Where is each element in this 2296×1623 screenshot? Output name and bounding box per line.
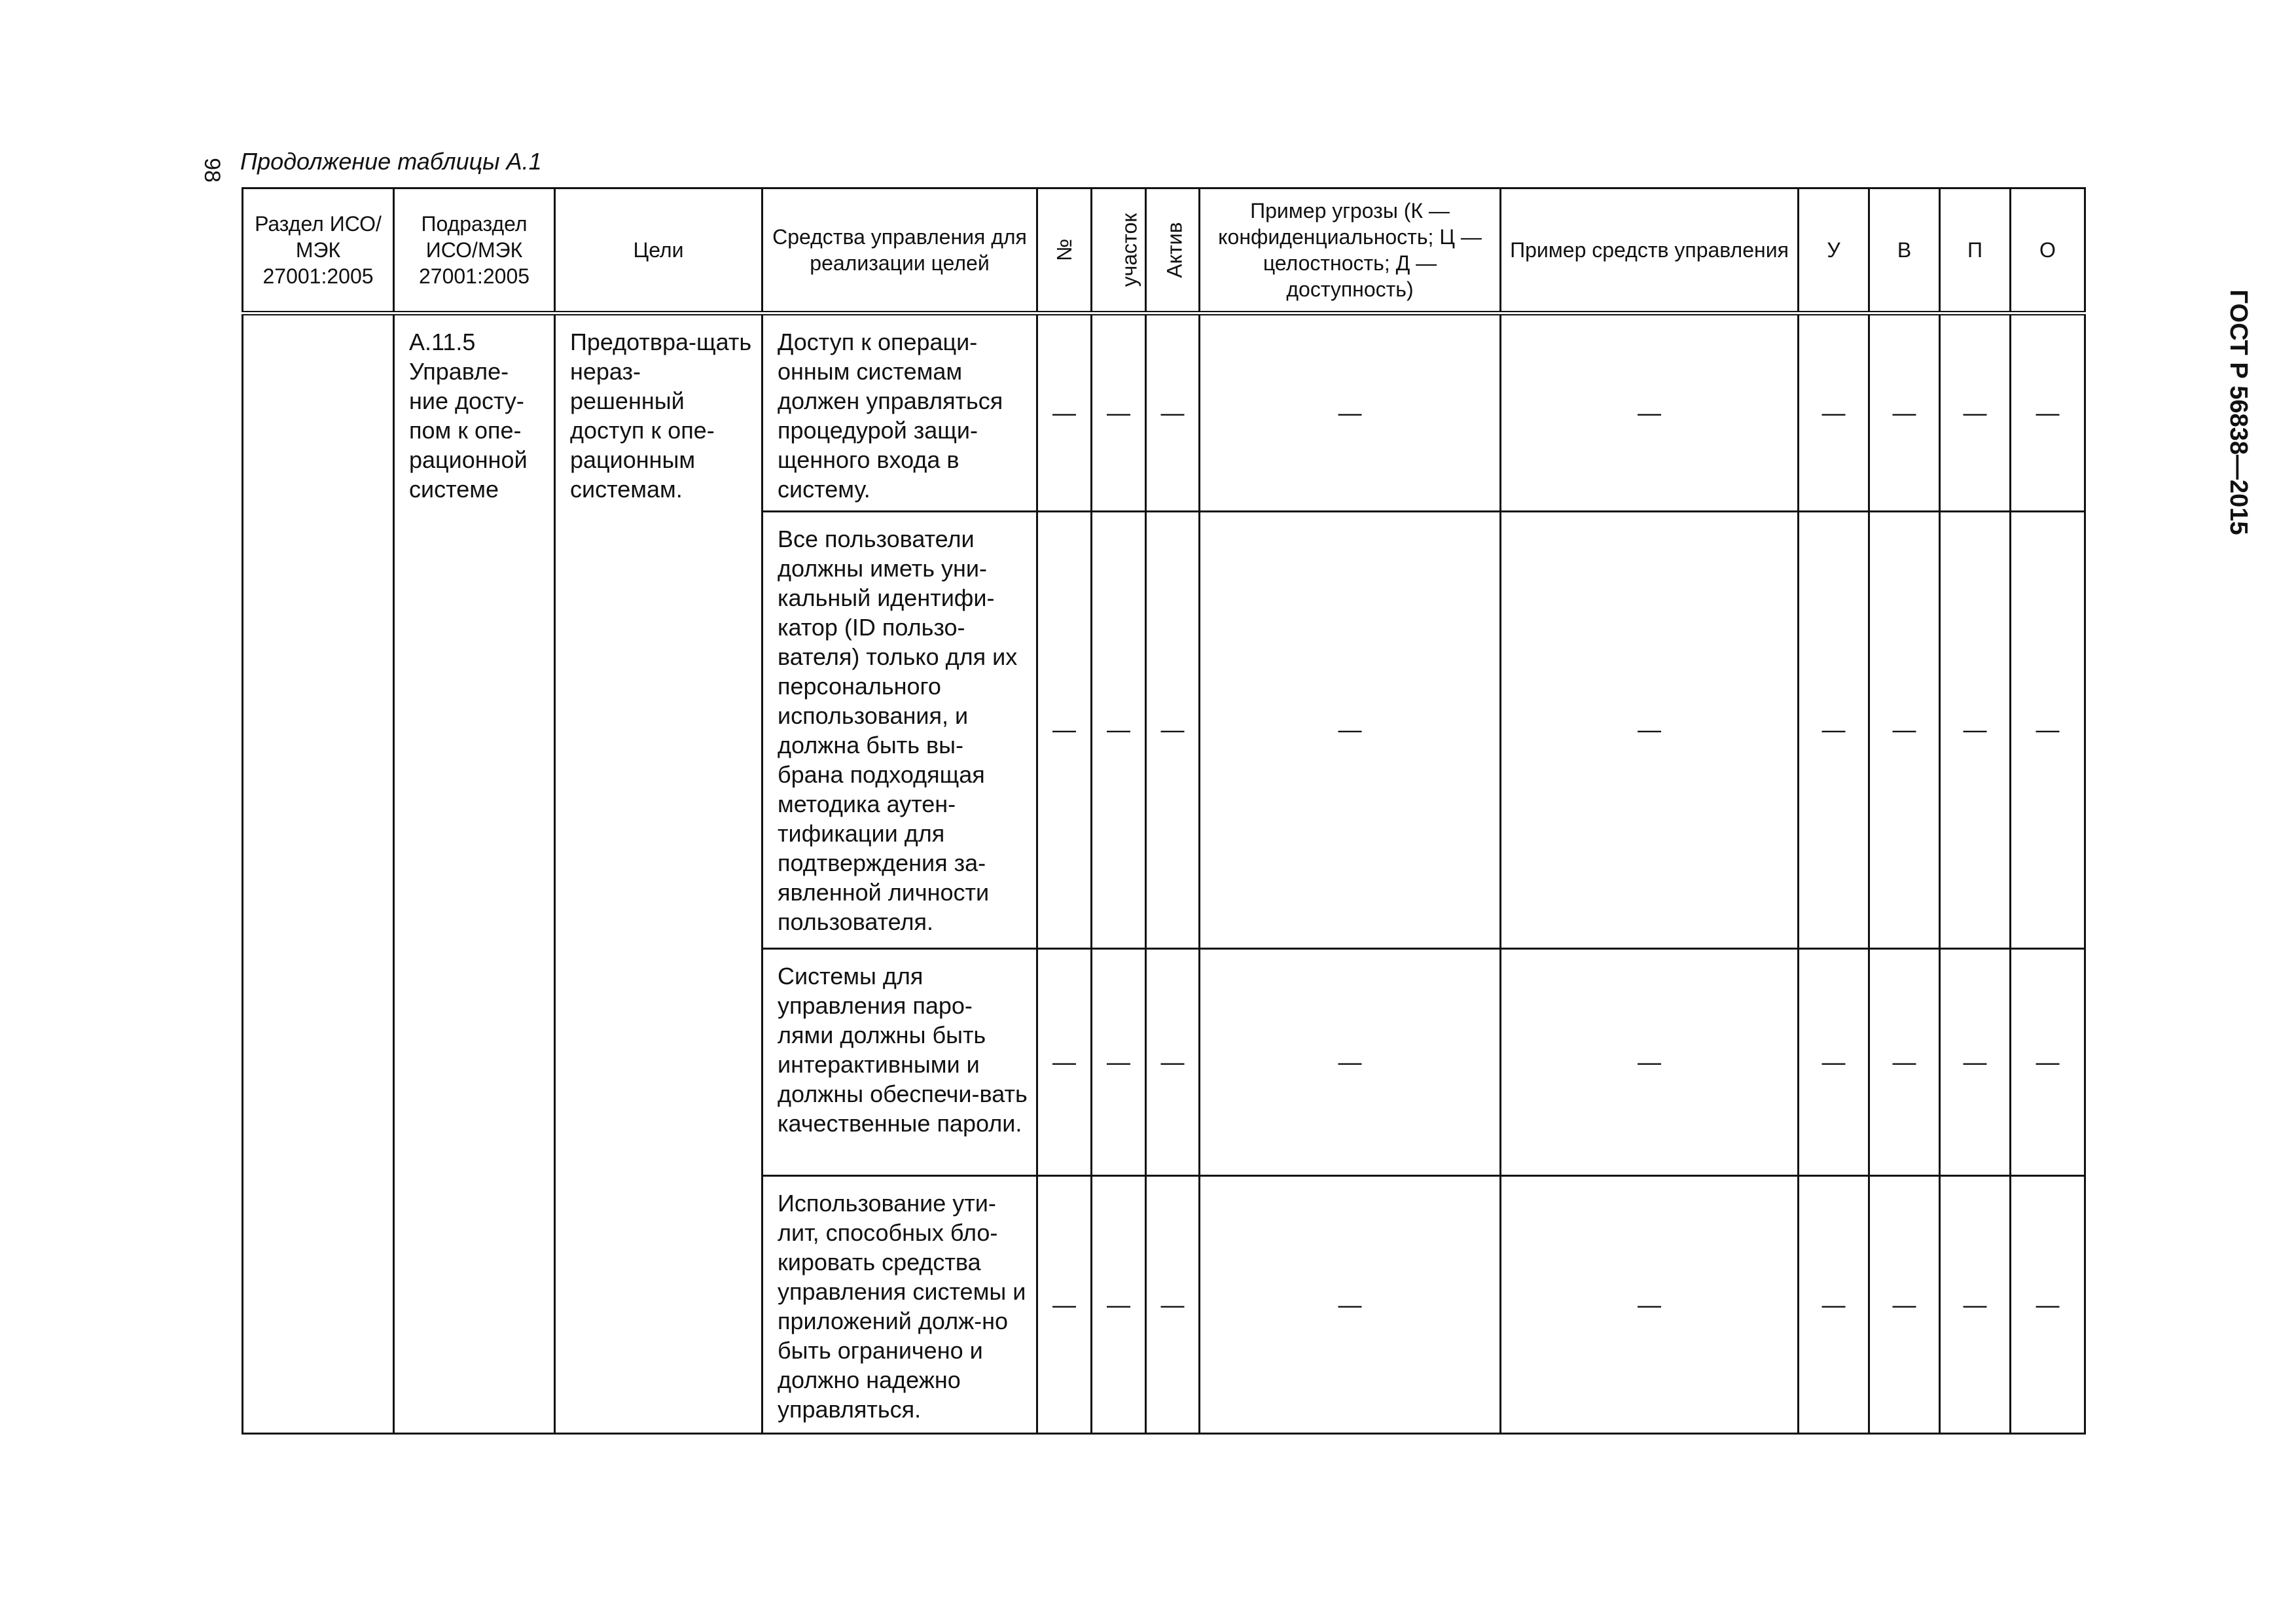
header-number (1037, 188, 1092, 313)
asset-cell: — (1146, 948, 1200, 1176)
header-u: У (1799, 188, 1869, 313)
u-cell: — (1799, 1176, 1869, 1434)
threat-cell: — (1200, 512, 1501, 948)
number-cell: — (1037, 948, 1092, 1176)
u-cell: — (1799, 948, 1869, 1176)
u-cell: — (1799, 512, 1869, 948)
control-cell: Использование ути-лит, способных бло-кировать средства управления системы и приложений долж-но быть ограничено и должно надежно управляться. (762, 1176, 1037, 1434)
table-caption: Продолжение таблицы А.1 (240, 148, 542, 175)
table-row (243, 313, 2085, 512)
site-cell: — (1092, 948, 1146, 1176)
header-control-example: Пример средств управления (1501, 188, 1799, 313)
header-subsection: Подраздел ИСО/МЭК 27001:2005 (394, 188, 555, 313)
header-number-label: № (1052, 238, 1076, 262)
example-cell: — (1501, 1176, 1799, 1434)
asset-cell: — (1146, 1176, 1200, 1434)
header-asset-label: Актив (1162, 222, 1187, 278)
subsection-cell: А.11.5 Управле-ние досту-пом к опе-рационной системе (394, 313, 555, 1434)
header-section: Раздел ИСО/МЭК 27001:2005 (243, 188, 394, 313)
header-site-label: участок (1117, 213, 1141, 287)
number-cell: — (1037, 512, 1092, 948)
threat-cell: — (1200, 313, 1501, 512)
control-cell: Доступ к операци-онным системам должен управляться процедурой защи-щенного входа в систему. (762, 313, 1037, 512)
o-cell: — (2011, 948, 2085, 1176)
goal-cell: Предотвра-щать нераз-решенный доступ к опе-рационным системам. (555, 313, 762, 1434)
header-v: В (1869, 188, 1940, 313)
header-row (243, 188, 2085, 313)
site-cell: — (1092, 313, 1146, 512)
p-cell: — (1940, 1176, 2011, 1434)
control-cell: Все пользователи должны иметь уни-кальный идентифи-катор (ID пользо-вателя) только для их персонального использования, и должна быть вы-брана подходящая методика аутен-тификации для подтверждения за-явленной личности пользователя. (762, 512, 1037, 948)
site-cell: — (1092, 512, 1146, 948)
example-cell: — (1501, 313, 1799, 512)
example-cell: — (1501, 948, 1799, 1176)
header-asset (1146, 188, 1200, 313)
number-cell: — (1037, 313, 1092, 512)
standard-table (242, 187, 2086, 1435)
standard-title: ГОСТ Р 56838—2015 (2225, 289, 2252, 535)
v-cell: — (1869, 1176, 1940, 1434)
header-o: О (2011, 188, 2085, 313)
example-cell: — (1501, 512, 1799, 948)
u-cell: — (1799, 313, 1869, 512)
site-cell: — (1092, 1176, 1146, 1434)
v-cell: — (1869, 313, 1940, 512)
header-site (1092, 188, 1146, 313)
header-goals: Цели (555, 188, 762, 313)
p-cell: — (1940, 948, 2011, 1176)
header-threat-example: Пример угрозы (К — конфиденциальность; Ц — целостность; Д — доступность) (1200, 188, 1501, 313)
p-cell: — (1940, 512, 2011, 948)
o-cell: — (2011, 313, 2085, 512)
number-cell: — (1037, 1176, 1092, 1434)
v-cell: — (1869, 512, 1940, 948)
threat-cell: — (1200, 948, 1501, 1176)
v-cell: — (1869, 948, 1940, 1176)
asset-cell: — (1146, 512, 1200, 948)
o-cell: — (2011, 512, 2085, 948)
header-p: П (1940, 188, 2011, 313)
page-number: 98 (200, 158, 224, 183)
o-cell: — (2011, 1176, 2085, 1434)
control-cell: Системы для управления паро-лями должны быть интерактивными и должны обеспечи-вать качественные пароли. (762, 948, 1037, 1176)
section-cell (243, 313, 394, 1434)
threat-cell: — (1200, 1176, 1501, 1434)
asset-cell: — (1146, 313, 1200, 512)
header-controls: Средства управления для реализации целей (762, 188, 1037, 313)
p-cell: — (1940, 313, 2011, 512)
